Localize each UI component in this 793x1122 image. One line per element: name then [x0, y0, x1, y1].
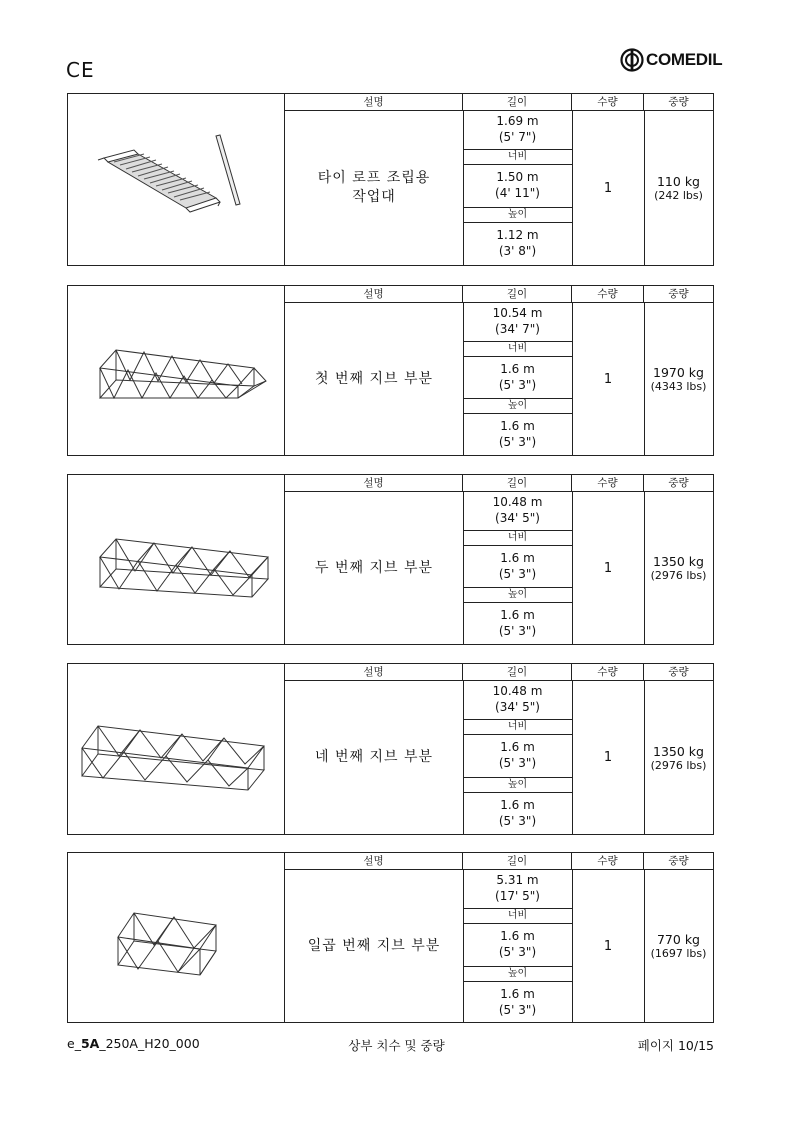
header-length: 길이	[463, 475, 572, 492]
length-value: 1.69 m (5' 7")	[496, 114, 539, 144]
component-description: 일곱 번째 지브 부분	[307, 937, 441, 954]
component-block	[67, 474, 714, 645]
document-code: e_5A_250A_H20_000	[67, 1036, 200, 1051]
width-value: 1.6 m (5' 3")	[498, 551, 537, 581]
width-value: 1.50 m (4' 11")	[495, 170, 540, 200]
weight-value: 1350 kg (2976 lbs)	[650, 743, 707, 772]
height-value: 1.6 m (5' 3")	[498, 419, 537, 449]
height-label: 높이	[463, 587, 572, 603]
header-qty: 수량	[572, 286, 644, 303]
length-value: 5.31 m (17' 5")	[495, 873, 540, 903]
width-value: 1.6 m (5' 3")	[498, 740, 537, 770]
quantity-value: 1	[603, 560, 613, 576]
header-desc: 설명	[285, 853, 463, 870]
width-label: 너비	[463, 530, 572, 546]
header-length: 길이	[463, 286, 572, 303]
comedil-logo-icon	[620, 48, 644, 72]
dimension-column	[463, 870, 572, 1022]
dimension-column	[463, 681, 572, 834]
height-value: 1.12 m (3' 8")	[496, 228, 539, 258]
header-desc: 설명	[285, 94, 463, 111]
dimension-column	[463, 111, 572, 265]
weight-value: 1350 kg (2976 lbs)	[650, 554, 707, 582]
quantity-value: 1	[603, 938, 613, 954]
header-qty: 수량	[572, 475, 644, 492]
header-length: 길이	[463, 94, 572, 111]
platform-icon	[68, 94, 284, 265]
header-desc: 설명	[285, 664, 463, 681]
component-description: 첫 번째 지브 부분	[314, 370, 434, 387]
quantity-value: 1	[603, 180, 613, 196]
dimension-column	[463, 492, 572, 644]
width-value: 1.6 m (5' 3")	[498, 362, 537, 392]
header-qty: 수량	[572, 94, 644, 111]
header-qty: 수량	[572, 853, 644, 870]
width-label: 너비	[463, 341, 572, 357]
quantity-value: 1	[603, 371, 613, 387]
component-description: 네 번째 지브 부분	[314, 749, 434, 765]
logo-text: COMEDIL	[646, 50, 723, 69]
jib-section-illustration	[68, 286, 285, 455]
component-block	[67, 852, 714, 1023]
height-label: 높이	[463, 398, 572, 414]
length-value: 10.54 m (34' 7")	[492, 306, 543, 336]
jib-section-4-icon	[68, 664, 284, 834]
component-description: 타이 로프 조립용 작업대	[317, 170, 431, 205]
jib-section-2-icon	[68, 475, 284, 644]
length-value: 10.48 m (34' 5")	[492, 495, 543, 525]
width-label: 너비	[463, 149, 572, 165]
length-value: 10.48 m (34' 5")	[492, 684, 543, 714]
jib-section-illustration	[68, 664, 285, 834]
component-description: 두 번째 지브 부분	[314, 559, 434, 576]
header-weight: 중량	[644, 286, 713, 303]
weight-value: 1970 kg (4343 lbs)	[650, 365, 707, 393]
quantity-value: 1	[603, 750, 613, 765]
page-number: 페이지 10/15	[637, 1038, 714, 1053]
ce-mark: CE	[66, 58, 95, 82]
width-label: 너비	[463, 908, 572, 924]
header-weight: 중량	[644, 664, 713, 681]
height-label: 높이	[463, 777, 572, 793]
height-value: 1.6 m (5' 3")	[498, 798, 537, 828]
height-value: 1.6 m (5' 3")	[498, 987, 537, 1017]
header-weight: 중량	[644, 853, 713, 870]
header-length: 길이	[463, 664, 572, 681]
jib-section-7-icon	[68, 853, 284, 1022]
header-weight: 중량	[644, 475, 713, 492]
height-label: 높이	[463, 966, 572, 982]
width-value: 1.6 m (5' 3")	[498, 929, 537, 959]
component-block	[67, 93, 714, 266]
header-length: 길이	[463, 853, 572, 870]
platform-illustration	[68, 94, 285, 265]
width-label: 너비	[463, 719, 572, 735]
header-weight: 중량	[644, 94, 713, 111]
component-block	[67, 285, 714, 456]
height-label: 높이	[463, 207, 572, 223]
comedil-logo	[620, 48, 722, 72]
component-block	[67, 663, 714, 835]
jib-section-illustration	[68, 853, 285, 1022]
header-qty: 수량	[572, 664, 644, 681]
dimension-column	[463, 303, 572, 455]
footer-title: 상부 치수 및 중량	[348, 1038, 445, 1053]
jib-section-1-icon	[68, 286, 284, 455]
height-value: 1.6 m (5' 3")	[498, 608, 537, 638]
header-desc: 설명	[285, 286, 463, 303]
weight-value: 770 kg (1697 lbs)	[650, 932, 707, 960]
header-desc: 설명	[285, 475, 463, 492]
weight-value: 110 kg (242 lbs)	[654, 174, 703, 202]
jib-section-illustration	[68, 475, 285, 644]
